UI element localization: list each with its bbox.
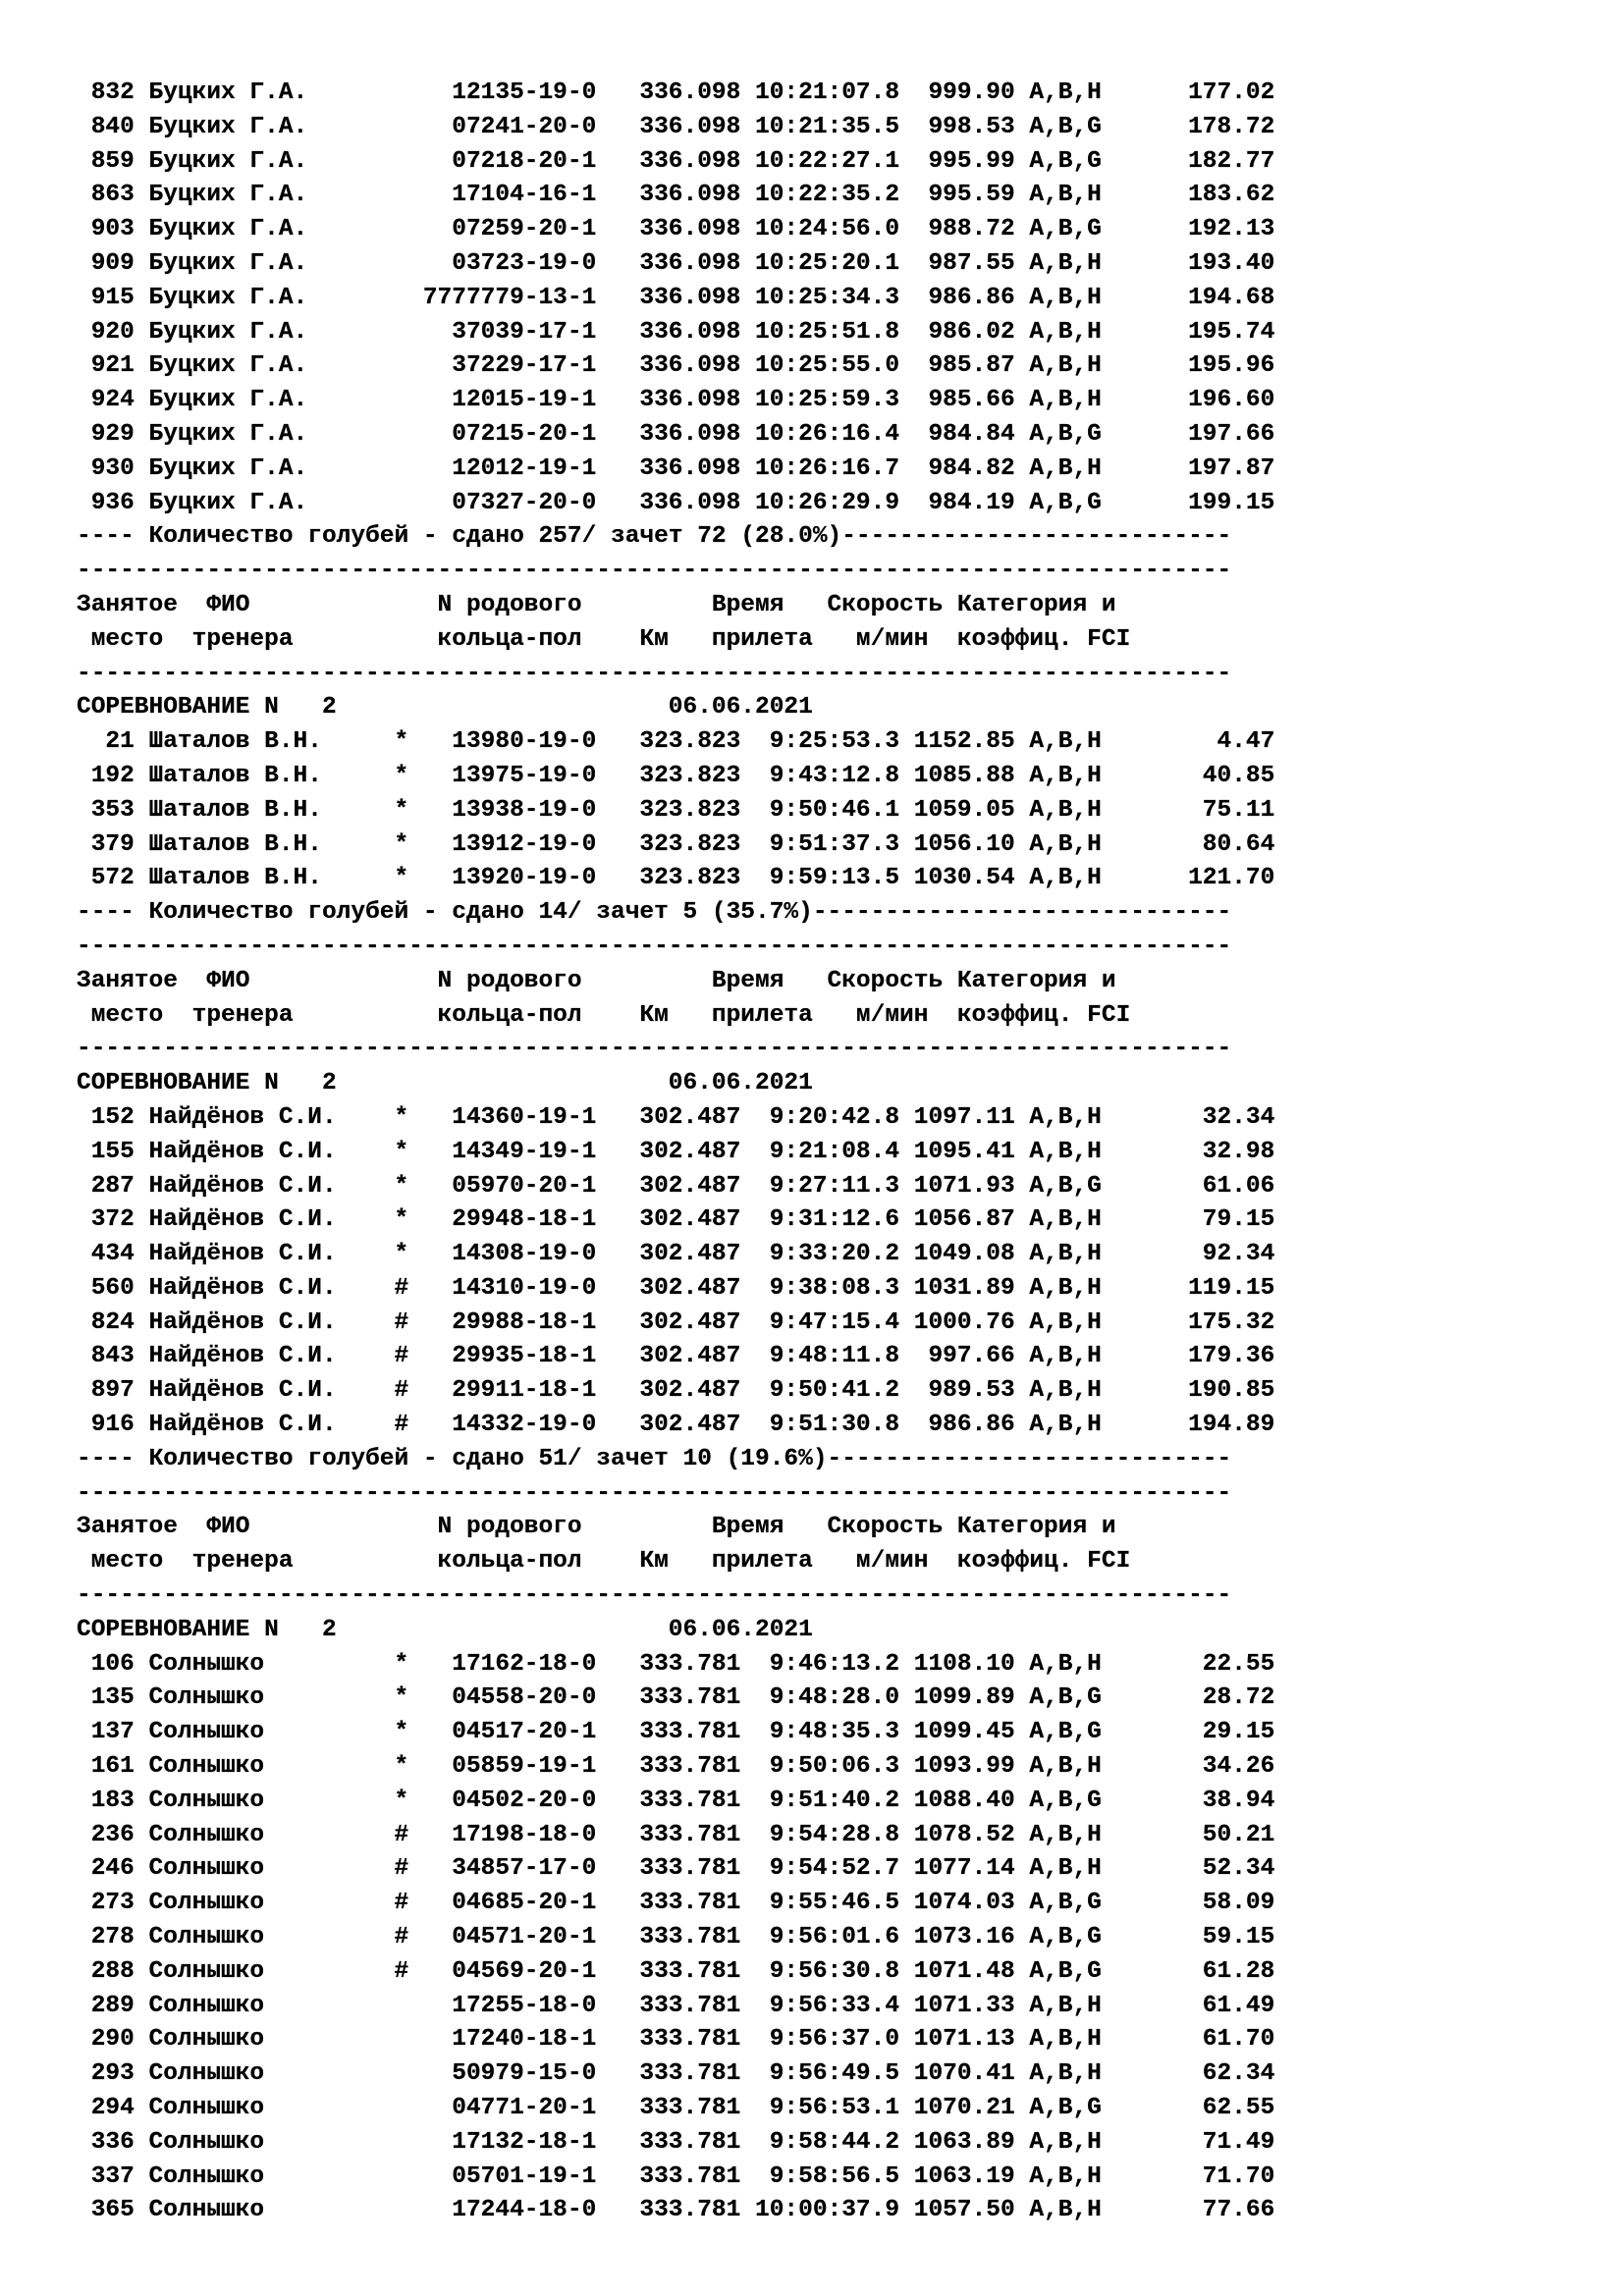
result-row: 294 Солнышко 04771-20-1 333.781 9:56:53.1 1070.21 A,B,G 62.55 xyxy=(77,2095,1275,2122)
result-row: 434 Найдёнов С.И. * 14308-19-0 302.487 9:33:20.2 1049.08 A,B,H 92.34 xyxy=(77,1241,1275,1268)
result-row: 924 Буцких Г.А. 12015-19-1 336.098 10:25:59.3 985.66 A,B,H 196.60 xyxy=(77,387,1275,414)
result-row: 155 Найдёнов С.И. * 14349-19-1 302.487 9:21:08.4 1095.41 A,B,H 32.98 xyxy=(77,1138,1275,1165)
column-header: место тренера кольца-пол Км прилета м/мин коэффиц. FCI xyxy=(77,625,1131,653)
competition-header: СОРЕВНОВАНИЕ N 2 06.06.2021 xyxy=(77,1616,813,1643)
result-row: 137 Солнышко * 04517-20-1 333.781 9:48:35.3 1099.45 A,B,G 29.15 xyxy=(77,1719,1275,1746)
separator-line: -------------------------------------------------------------------------------- xyxy=(77,1582,1232,1610)
result-row: 915 Буцких Г.А. 7777779-13-1 336.098 10:25:34.3 986.86 A,B,H 194.68 xyxy=(77,284,1275,311)
result-row: 897 Найдёнов С.И. # 29911-18-1 302.487 9:50:41.2 989.53 A,B,H 190.85 xyxy=(77,1377,1275,1405)
result-row: 903 Буцких Г.А. 07259-20-1 336.098 10:24:56.0 988.72 A,B,G 192.13 xyxy=(77,216,1275,243)
result-row: 21 Шаталов В.Н. * 13980-19-0 323.823 9:25:53.3 1152.85 A,B,H 4.47 xyxy=(77,728,1275,756)
column-header: место тренера кольца-пол Км прилета м/мин коэффиц. FCI xyxy=(77,1548,1131,1575)
result-row: 293 Солнышко 50979-15-0 333.781 9:56:49.5 1070.41 A,B,H 62.34 xyxy=(77,2060,1275,2088)
result-row: 379 Шаталов В.Н. * 13912-19-0 323.823 9:51:37.3 1056.10 A,B,H 80.64 xyxy=(77,830,1275,858)
race-results-report xyxy=(77,77,1274,2228)
result-row: 161 Солнышко * 05859-19-1 333.781 9:50:06.3 1093.99 A,B,H 34.26 xyxy=(77,1753,1275,1781)
result-row: 863 Буцких Г.А. 17104-16-1 336.098 10:22:35.2 995.59 A,B,H 183.62 xyxy=(77,182,1275,209)
separator-line: -------------------------------------------------------------------------------- xyxy=(77,1479,1232,1507)
separator-line: -------------------------------------------------------------------------------- xyxy=(77,1036,1232,1063)
result-row: 824 Найдёнов С.И. # 29988-18-1 302.487 9:47:15.4 1000.76 A,B,H 175.32 xyxy=(77,1308,1275,1336)
summary-line: ---- Количество голубей - сдано 257/ зачет 72 (28.0%)--------------------------- xyxy=(77,523,1232,551)
result-row: 288 Солнышко # 04569-20-1 333.781 9:56:30.8 1071.48 A,B,G 61.28 xyxy=(77,1957,1275,1985)
column-header: Занятое ФИО N родового Время Скорость Категория и xyxy=(77,1514,1116,1541)
result-row: 106 Солнышко * 17162-18-0 333.781 9:46:13.2 1108.10 A,B,H 22.55 xyxy=(77,1650,1275,1678)
result-row: 916 Найдёнов С.И. # 14332-19-0 302.487 9:51:30.8 986.86 A,B,H 194.89 xyxy=(77,1412,1275,1439)
result-row: 843 Найдёнов С.И. # 29935-18-1 302.487 9:48:11.8 997.66 A,B,H 179.36 xyxy=(77,1343,1275,1370)
result-row: 859 Буцких Г.А. 07218-20-1 336.098 10:22:27.1 995.99 A,B,G 182.77 xyxy=(77,147,1275,175)
column-header: место тренера кольца-пол Км прилета м/мин коэффиц. FCI xyxy=(77,1001,1131,1029)
competition-header: СОРЕВНОВАНИЕ N 2 06.06.2021 xyxy=(77,694,813,721)
separator-line: -------------------------------------------------------------------------------- xyxy=(77,933,1232,960)
column-header: Занятое ФИО N родового Время Скорость Категория и xyxy=(77,967,1116,994)
result-row: 273 Солнышко # 04685-20-1 333.781 9:55:46.5 1074.03 A,B,G 58.09 xyxy=(77,1890,1275,1917)
result-row: 929 Буцких Г.А. 07215-20-1 336.098 10:26:16.4 984.84 A,B,G 197.66 xyxy=(77,420,1275,448)
result-row: 930 Буцких Г.А. 12012-19-1 336.098 10:26:16.7 984.82 A,B,H 197.87 xyxy=(77,454,1275,482)
result-row: 353 Шаталов В.Н. * 13938-19-0 323.823 9:50:46.1 1059.05 A,B,H 75.11 xyxy=(77,796,1275,824)
summary-line: ---- Количество голубей - сдано 51/ зачет 10 (19.6%)---------------------------- xyxy=(77,1445,1232,1472)
column-header: Занятое ФИО N родового Время Скорость Категория и xyxy=(77,591,1116,618)
result-row: 365 Солнышко 17244-18-0 333.781 10:00:37.9 1057.50 A,B,H 77.66 xyxy=(77,2197,1275,2224)
result-row: 336 Солнышко 17132-18-1 333.781 9:58:44.2 1063.89 A,B,H 71.49 xyxy=(77,2128,1275,2156)
result-row: 920 Буцких Г.А. 37039-17-1 336.098 10:25:51.8 986.02 A,B,H 195.74 xyxy=(77,318,1275,346)
result-row: 289 Солнышко 17255-18-0 333.781 9:56:33.4 1071.33 A,B,H 61.49 xyxy=(77,1992,1275,2019)
result-row: 372 Найдёнов С.И. * 29948-18-1 302.487 9:31:12.6 1056.87 A,B,H 79.15 xyxy=(77,1206,1275,1234)
result-row: 278 Солнышко # 04571-20-1 333.781 9:56:01.6 1073.16 A,B,G 59.15 xyxy=(77,1924,1275,1951)
result-row: 183 Солнышко * 04502-20-0 333.781 9:51:40.2 1088.40 A,B,G 38.94 xyxy=(77,1787,1275,1814)
result-row: 337 Солнышко 05701-19-1 333.781 9:58:56.5 1063.19 A,B,H 71.70 xyxy=(77,2163,1275,2190)
result-row: 192 Шаталов В.Н. * 13975-19-0 323.823 9:43:12.8 1085.88 A,B,H 40.85 xyxy=(77,762,1275,789)
result-row: 840 Буцких Г.А. 07241-20-0 336.098 10:21:35.5 998.53 A,B,G 178.72 xyxy=(77,113,1275,140)
result-row: 832 Буцких Г.А. 12135-19-0 336.098 10:21:07.8 999.90 A,B,H 177.02 xyxy=(77,80,1275,106)
separator-line: -------------------------------------------------------------------------------- xyxy=(77,558,1232,585)
competition-header: СОРЕВНОВАНИЕ N 2 06.06.2021 xyxy=(77,1070,813,1097)
result-row: 236 Солнышко # 17198-18-0 333.781 9:54:28.8 1078.52 A,B,H 50.21 xyxy=(77,1821,1275,1848)
result-row: 560 Найдёнов С.И. # 14310-19-0 302.487 9:38:08.3 1031.89 A,B,H 119.15 xyxy=(77,1274,1275,1302)
result-row: 921 Буцких Г.А. 37229-17-1 336.098 10:25:55.0 985.87 A,B,H 195.96 xyxy=(77,352,1275,380)
result-row: 936 Буцких Г.А. 07327-20-0 336.098 10:26:29.9 984.19 A,B,G 199.15 xyxy=(77,489,1275,516)
result-row: 246 Солнышко # 34857-17-0 333.781 9:54:52.7 1077.14 A,B,H 52.34 xyxy=(77,1855,1275,1883)
result-row: 135 Солнышко * 04558-20-0 333.781 9:48:28.0 1099.89 A,B,G 28.72 xyxy=(77,1684,1275,1712)
summary-line: ---- Количество голубей - сдано 14/ зачет 5 (35.7%)----------------------------- xyxy=(77,899,1232,927)
result-row: 287 Найдёнов С.И. * 05970-20-1 302.487 9:27:11.3 1071.93 A,B,G 61.06 xyxy=(77,1172,1275,1200)
result-row: 290 Солнышко 17240-18-1 333.781 9:56:37.0 1071.13 A,B,H 61.70 xyxy=(77,2026,1275,2054)
result-row: 152 Найдёнов С.И. * 14360-19-1 302.487 9:20:42.8 1097.11 A,B,H 32.34 xyxy=(77,1103,1275,1131)
separator-line: -------------------------------------------------------------------------------- xyxy=(77,660,1232,687)
result-row: 572 Шаталов В.Н. * 13920-19-0 323.823 9:59:13.5 1030.54 A,B,H 121.70 xyxy=(77,865,1275,892)
result-row: 909 Буцких Г.А. 03723-19-0 336.098 10:25:20.1 987.55 A,B,H 193.40 xyxy=(77,249,1275,277)
